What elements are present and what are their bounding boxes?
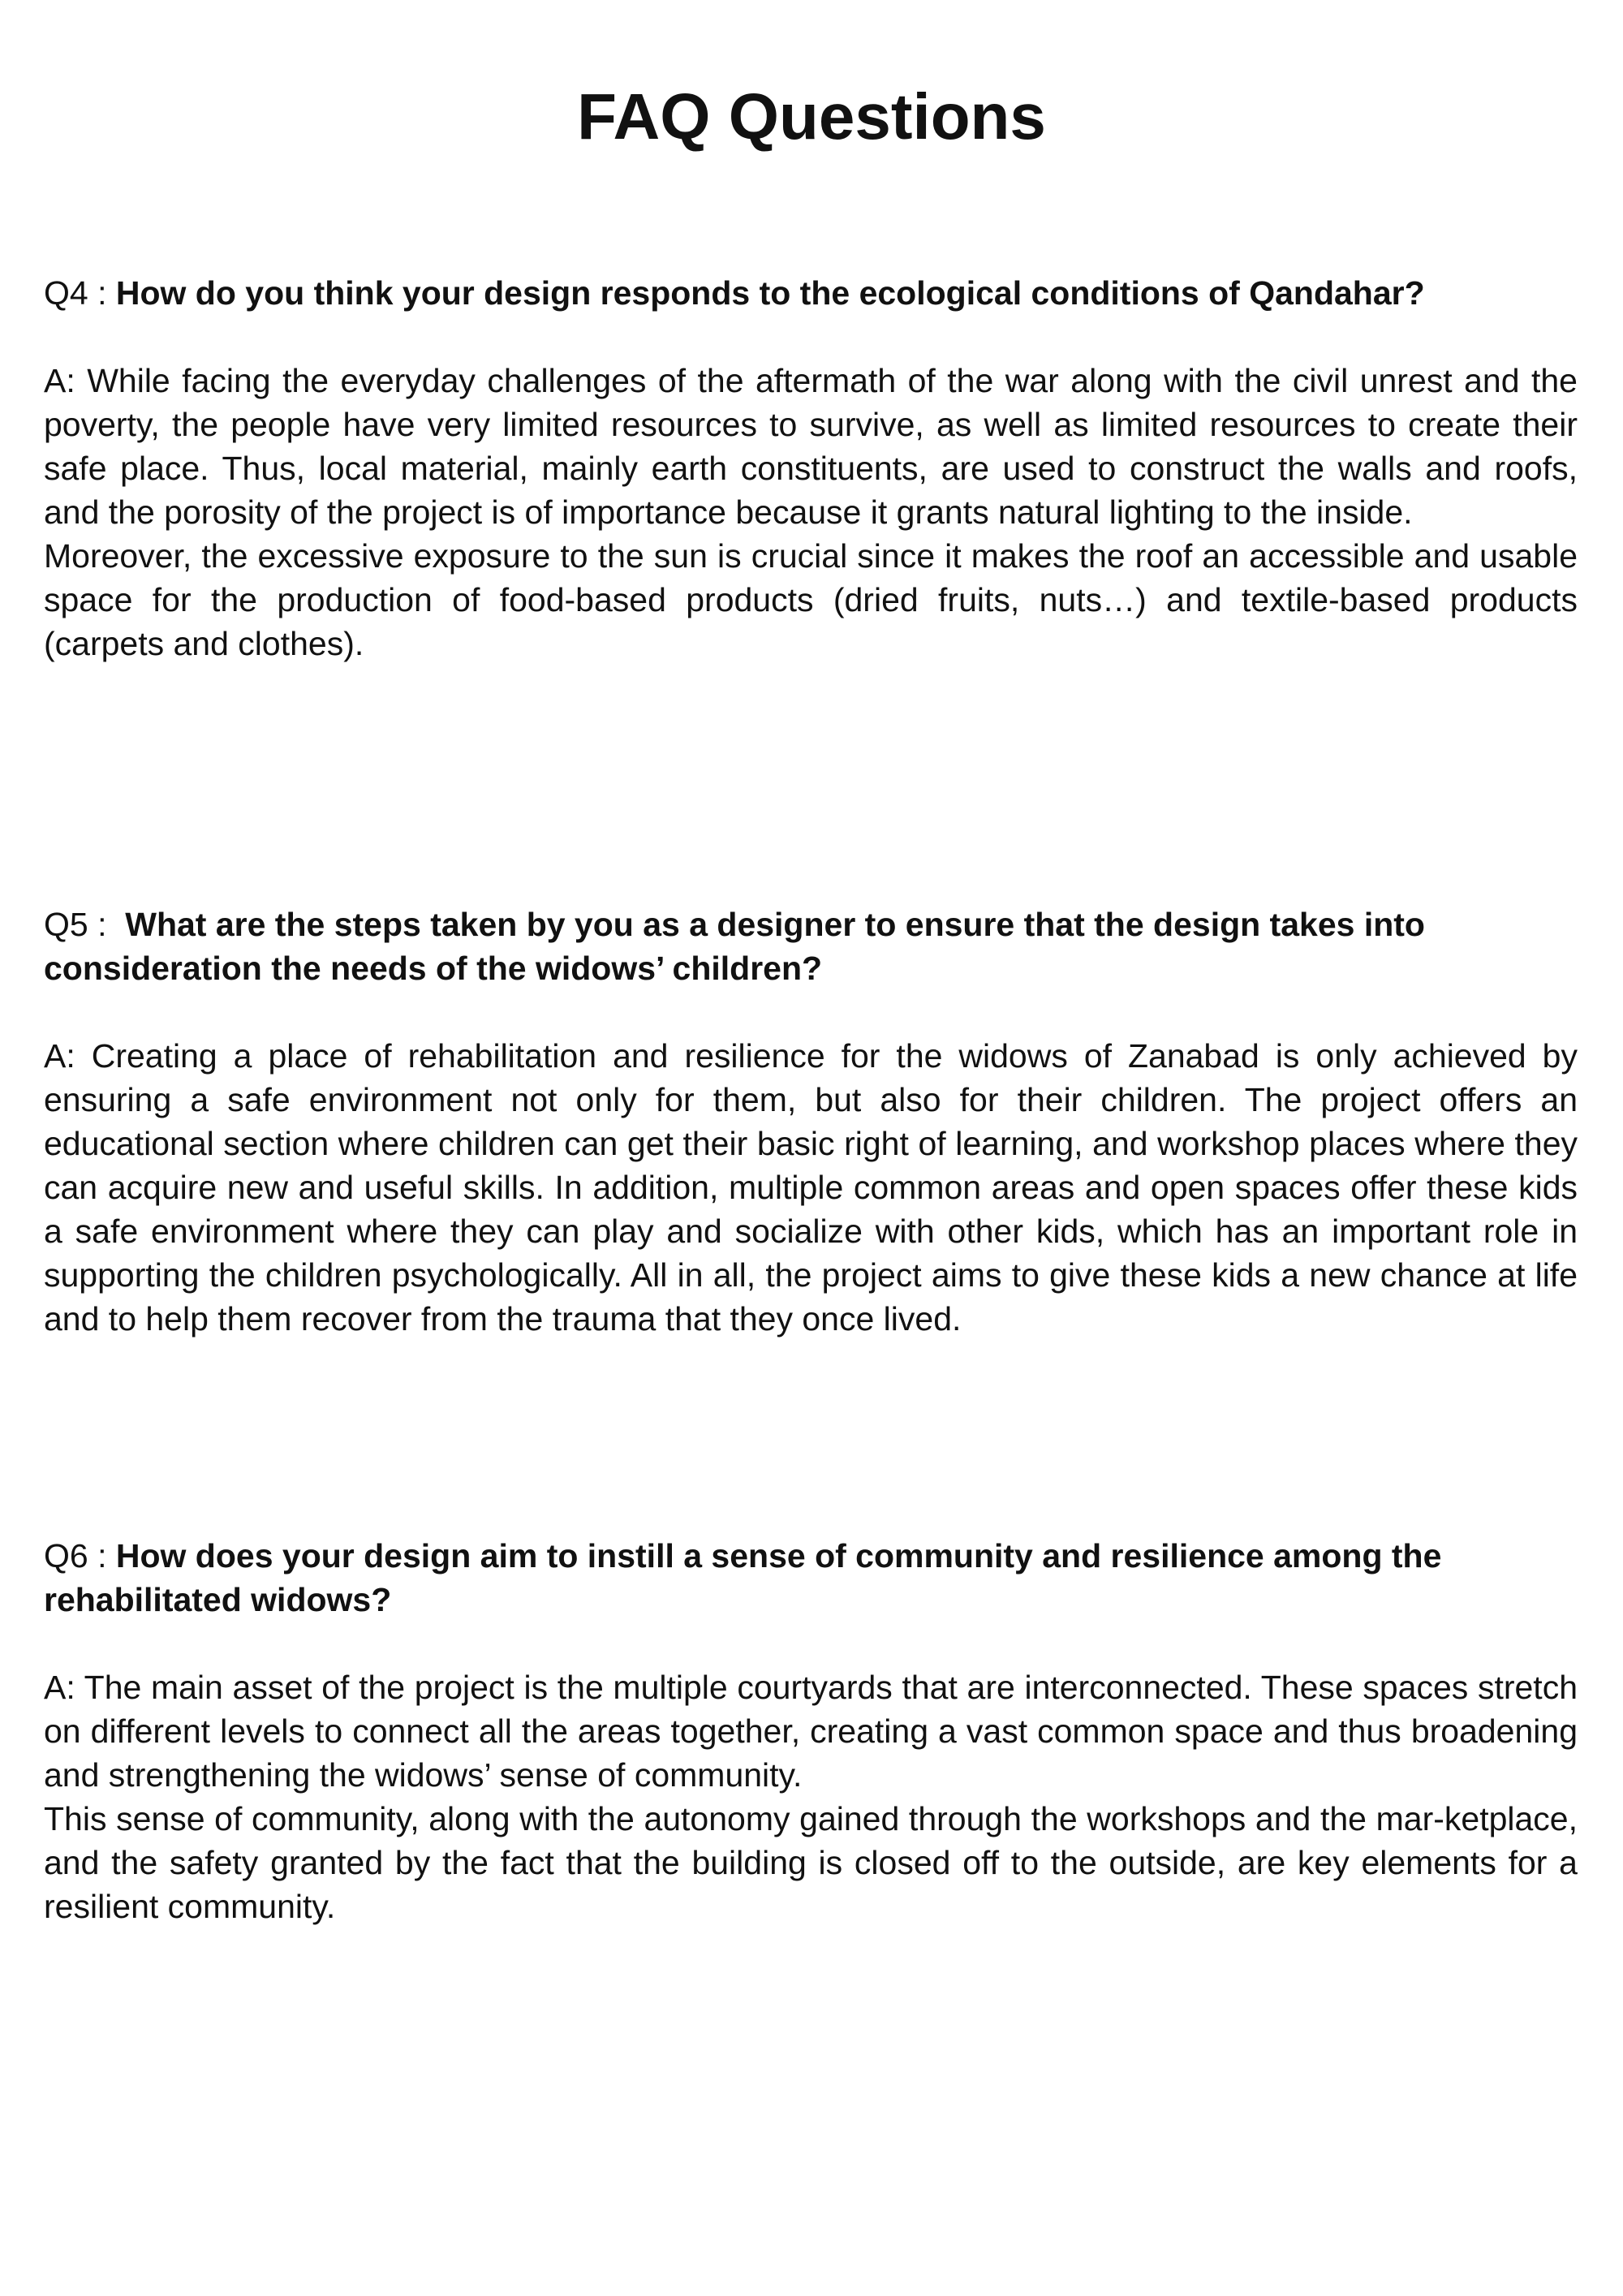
answer-paragraph: A: The main asset of the project is the multiple courtyards that are interconnected. These spaces stretch on different levels to connect all the areas together, creating a vast common space and thus broadening and strengthening the widows’ sense of community. bbox=[44, 1669, 1578, 1794]
answer-paragraph: A: While facing the everyday challenges of the aftermath of the war along with the civil unrest and the poverty, the people have very limited resources to survive, as well as limited resources to create their safe place. Thus, local material, mainly earth constituents, are used to construct the walls and roofs, and the porosity of the project is of importance because it grants natural lighting to the inside. bbox=[44, 362, 1578, 531]
answer bbox=[44, 359, 1578, 666]
question-label: Q6 : bbox=[44, 1537, 116, 1574]
question-label: Q4 : bbox=[44, 274, 116, 312]
faq-item-q4 bbox=[44, 271, 1602, 666]
question-text: How do you think your design responds to the ecological conditions of Qandahar? bbox=[115, 274, 1425, 312]
answer-paragraph: A: Creating a place of rehabilitation and resilience for the widows of Zanabad is only achieved by ensuring a safe environment not only for them, but also for their children. The project offers an educational section where children can get their basic right of learning, and workshop places where they can acquire new and useful skills. In addition, multiple common areas and open spaces offer these kids a safe environment where they can play and socialize with other kids, which has an important role in supporting the children psychologically. All in all, the project aims to give these kids a new chance at life and to help them recover from the trauma that they once lived. bbox=[44, 1037, 1578, 1338]
question bbox=[44, 271, 1586, 315]
answer bbox=[44, 1034, 1578, 1341]
faq-item-q5 bbox=[44, 902, 1602, 1341]
question bbox=[44, 902, 1586, 990]
answer-paragraph: This sense of community, along with the autonomy gained through the workshops and the mar-ketplace, and the safety granted by the fact that the building is closed off to the outside, are key elements for a resilient community. bbox=[44, 1800, 1578, 1925]
faq-item-q6 bbox=[44, 1534, 1602, 1928]
question bbox=[44, 1534, 1586, 1622]
question-text: How does your design aim to instill a sense of community and resilience among the rehabilitated widows? bbox=[44, 1537, 1442, 1618]
question-label: Q5 : bbox=[44, 906, 126, 943]
answer bbox=[44, 1665, 1578, 1928]
question-text: What are the steps taken by you as a designer to ensure that the design takes into consideration the needs of the widows’ children? bbox=[44, 906, 1425, 987]
page-title: FAQ Questions bbox=[577, 80, 1046, 153]
answer-paragraph: Moreover, the excessive exposure to the sun is crucial since it makes the roof an accessible and usable space for the production of food-based products (dried fruits, nuts…) and textile-based products (carpets and clothes). bbox=[44, 537, 1578, 662]
